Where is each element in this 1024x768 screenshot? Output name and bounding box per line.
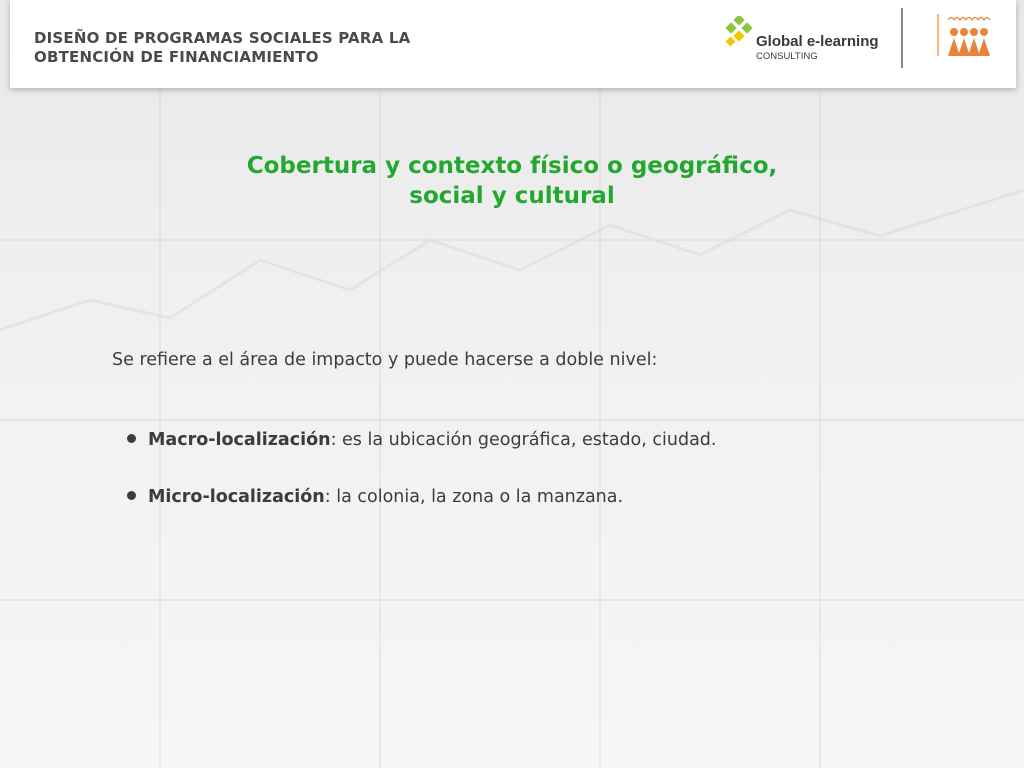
bullet-term: Macro-localización [148,430,331,450]
bullet-text: : es la ubicación geográfica, estado, ciudad. [330,430,717,450]
bullet-icon [127,434,136,443]
global-elearning-subtitle: CONSULTING [756,51,818,62]
header-divider [901,8,903,68]
bullet-icon [127,491,136,500]
bullet-list [127,430,987,544]
slide-title [112,151,912,211]
intro-text: Se refiere a el área de impacto y puede hacerse a doble nivel: [112,350,658,370]
list-item [127,430,987,459]
global-elearning-logo [726,14,906,66]
presentation-title-line1: DISEÑO DE PROGRAMAS SOCIALES PARA LA [34,29,411,47]
global-elearning-name: Global e-learning [756,33,879,50]
bullet-text: : la colonia, la zona o la manzana. [324,487,624,507]
presentation-title [34,29,554,67]
global-elearning-mark-icon [726,16,756,48]
list-item [127,487,987,516]
slide-title-line2: social y cultural [409,183,615,209]
presentation-title-line2: OBTENCIÓN DE FINANCIAMIENTO [34,48,319,66]
slide-title-line1: Cobertura y contexto físico o geográfico, [246,153,778,179]
header-bar [10,0,1016,88]
fundacion-mayorga-logo [926,6,1006,62]
bullet-term: Micro-localización [148,487,325,507]
